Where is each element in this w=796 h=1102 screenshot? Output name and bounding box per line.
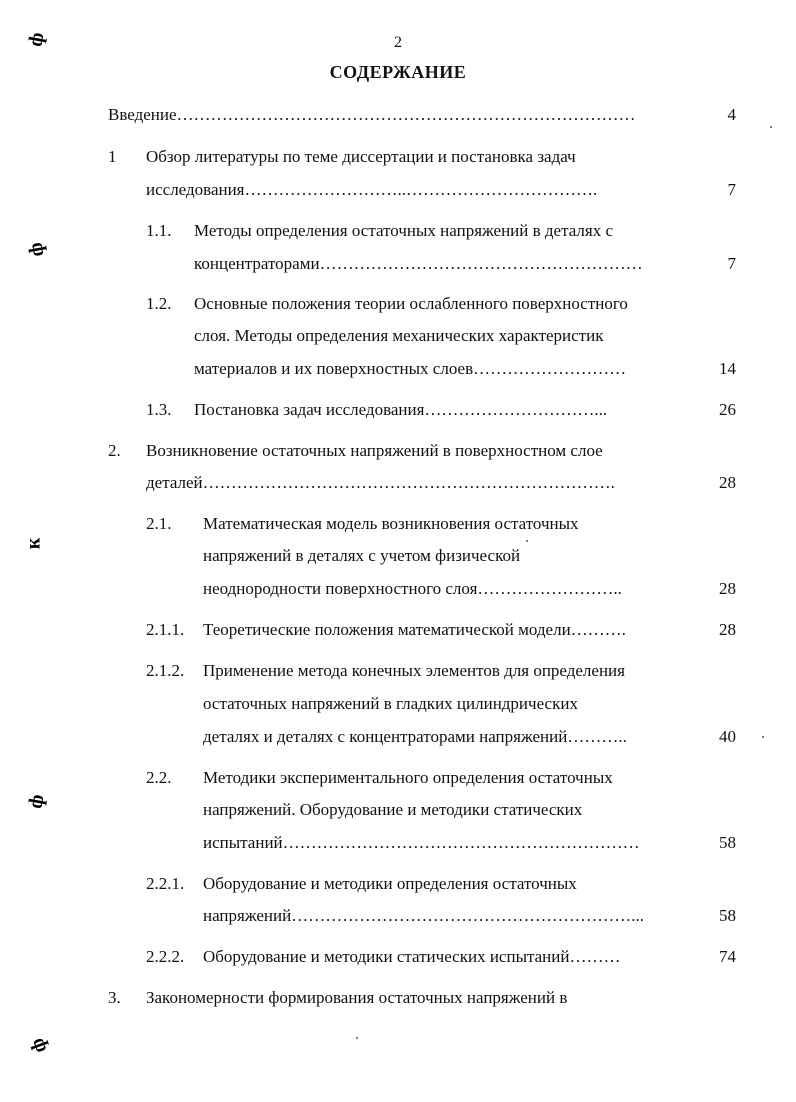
toc-line: Применение метода конечных элементов для определения <box>203 661 625 680</box>
toc-number: 2.2. <box>146 768 172 787</box>
toc-line: неоднородности поверхностного слоя…………………….. <box>203 579 622 598</box>
toc-number: 2.2.2. <box>146 947 185 966</box>
toc-number: 2.1. <box>146 514 172 533</box>
toc-line: остаточных напряжений в гладких цилиндрических <box>203 694 578 713</box>
toc-number: 2.1.2. <box>146 661 185 680</box>
toc-line: испытаний……………………………………………………… <box>203 833 640 852</box>
toc-line: деталях и деталях с концентраторами напряжений……….. <box>203 727 627 746</box>
toc-number: 2.2.1. <box>146 874 185 893</box>
toc-line: материалов и их поверхностных слоев……………………… <box>194 359 627 378</box>
toc-line: исследования………………………..……………………………. <box>146 180 598 199</box>
toc-line: Теоретические положения математической модели………. <box>203 620 626 639</box>
toc-number: 1.2. <box>146 294 172 313</box>
toc-line: Постановка задач исследования…………………………... <box>194 400 608 419</box>
toc-line: напряжений в деталях с учетом физической <box>203 546 521 565</box>
scan-speck <box>762 736 764 738</box>
toc-line: концентраторами………………………………………………… <box>194 254 643 273</box>
binding-mark: к <box>22 537 45 550</box>
toc-line: слоя. Методы определения механических характеристик <box>194 326 604 345</box>
page-title: СОДЕРЖАНИЕ <box>329 62 467 82</box>
toc-page: 40 <box>719 727 736 746</box>
toc-page: 28 <box>719 620 736 639</box>
toc-number: 1.1. <box>146 221 172 240</box>
toc-page: 7 <box>727 180 736 199</box>
toc-number: 3. <box>108 988 121 1007</box>
toc-number: 1 <box>108 147 117 166</box>
toc-page: 14 <box>719 359 736 378</box>
page-number: 2 <box>394 34 402 51</box>
toc-page: 28 <box>719 473 736 492</box>
toc-line: Возникновение остаточных напряжений в поверхностном слое <box>146 441 603 460</box>
toc-line: Методы определения остаточных напряжений в деталях с <box>194 221 614 240</box>
toc-number: 2.1.1. <box>146 620 185 639</box>
toc-number: 1.3. <box>146 400 172 419</box>
scan-speck <box>770 126 772 128</box>
toc-line: Методики экспериментального определения остаточных <box>203 768 613 787</box>
toc-page: 26 <box>719 400 736 419</box>
toc-line: напряжений……………………………………………………... <box>203 906 644 925</box>
toc-line: Оборудование и методики определения остаточных <box>203 874 577 893</box>
toc-line: Основные положения теории ослабленного поверхностного <box>194 294 628 313</box>
toc-page: 4 <box>727 105 736 124</box>
toc-number: 2. <box>108 441 121 460</box>
scan-speck <box>356 1037 358 1039</box>
toc-page: 58 <box>719 906 736 925</box>
toc-line: Введение……………………………………………………………………… <box>108 105 636 124</box>
toc-page: 58 <box>719 833 736 852</box>
binding-mark: ф <box>25 1035 52 1056</box>
scan-speck <box>526 540 528 542</box>
toc-page: 28 <box>719 579 736 598</box>
binding-mark: ф <box>24 30 49 49</box>
toc-line: напряжений. Оборудование и методики статических <box>203 800 583 819</box>
binding-mark: ф <box>24 240 49 259</box>
toc-line: Обзор литературы по теме диссертации и постановка задач <box>146 147 576 166</box>
toc-page: 74 <box>719 947 736 966</box>
toc-line: Оборудование и методики статических испытаний……… <box>203 947 621 966</box>
toc-page: 7 <box>727 254 736 273</box>
toc-line: Математическая модель возникновения остаточных <box>203 514 579 533</box>
toc-line: Закономерности формирования остаточных напряжений в <box>146 988 568 1007</box>
toc-line: деталей………………………………………………………………. <box>146 473 615 492</box>
binding-mark: ф <box>24 792 49 811</box>
